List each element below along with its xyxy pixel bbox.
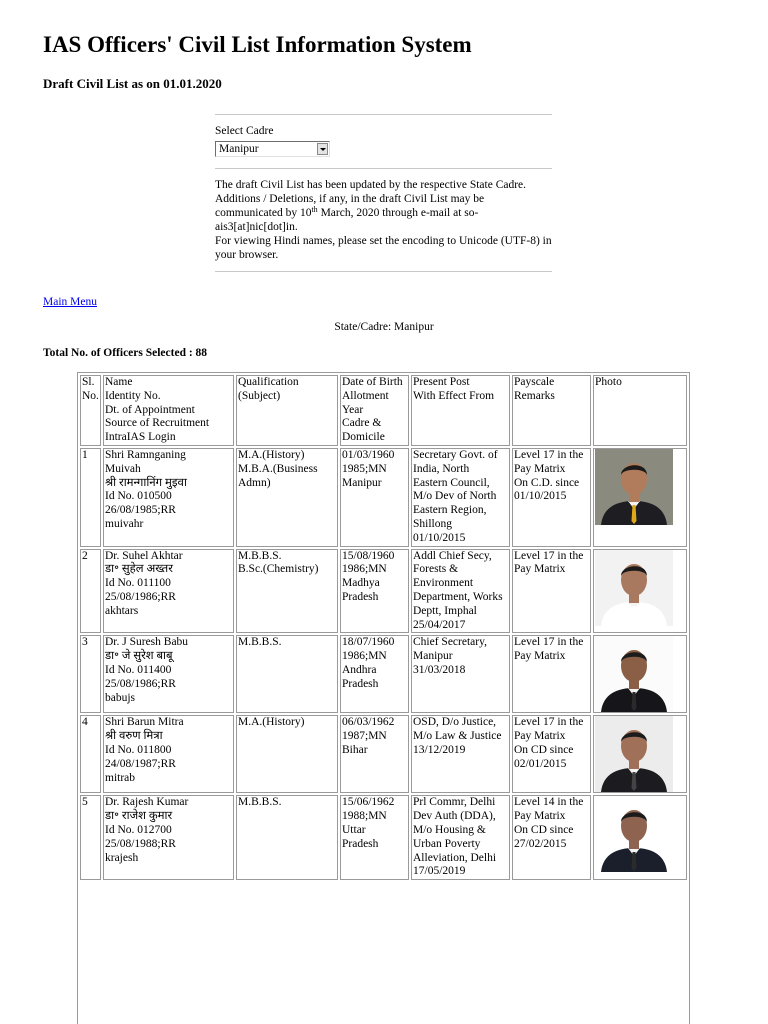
divider bbox=[215, 114, 552, 115]
officer-photo bbox=[595, 716, 673, 792]
select-cadre-label: Select Cadre bbox=[215, 125, 274, 137]
notice-text bbox=[215, 178, 552, 262]
cell-photo bbox=[593, 715, 687, 793]
cell-post: OSD, D/o Justice, M/o Law & Justice 13/12/2019 bbox=[411, 715, 510, 793]
cell-post: Addl Chief Secy, Forests & Environment Department, Works Deptt, Imphal 25/04/2017 bbox=[411, 549, 510, 634]
page-title: IAS Officers' Civil List Information System bbox=[43, 32, 472, 57]
cell-dob: 15/06/1962 1988;MN Uttar Pradesh bbox=[340, 795, 409, 880]
notice-paragraph-1 bbox=[215, 178, 552, 234]
cadre-select-value: Manipur bbox=[219, 143, 259, 155]
cell-sl: 5 bbox=[80, 795, 101, 880]
cell-name: Shri Barun Mitra श्री वरुण मित्रा Id No. 011800 24/08/1987;RR mitrab bbox=[103, 715, 234, 793]
cell-qualification: M.B.B.S. bbox=[236, 795, 338, 880]
header-qualification: Qualification (Subject) bbox=[236, 375, 338, 446]
table-row bbox=[80, 549, 687, 634]
cell-payscale: Level 14 in the Pay Matrix On CD since 27/02/2015 bbox=[512, 795, 591, 880]
cell-photo bbox=[593, 448, 687, 547]
main-menu-link[interactable]: Main Menu bbox=[43, 296, 97, 308]
civil-list-table bbox=[78, 373, 689, 882]
cell-sl: 1 bbox=[80, 448, 101, 547]
cell-payscale: Level 17 in the Pay Matrix On CD since 02/01/2015 bbox=[512, 715, 591, 793]
cell-qualification: M.B.B.S. bbox=[236, 635, 338, 713]
header-photo: Photo bbox=[593, 375, 687, 446]
cell-post: Chief Secretary, Manipur 31/03/2018 bbox=[411, 635, 510, 713]
notice-superscript: th bbox=[311, 205, 318, 214]
divider bbox=[215, 168, 552, 169]
header-name: Name Identity No. Dt. of Appointment Source of Recruitment IntraIAS Login bbox=[103, 375, 234, 446]
notice-paragraph-2: For viewing Hindi names, please set the encoding to Unicode (UTF-8) in your browser. bbox=[215, 235, 552, 261]
officer-photo bbox=[595, 796, 673, 872]
cell-dob: 15/08/1960 1986;MN Madhya Pradesh bbox=[340, 549, 409, 634]
state-cadre-label: State/Cadre: Manipur bbox=[334, 321, 434, 333]
cadre-panel bbox=[215, 114, 552, 272]
cell-sl: 3 bbox=[80, 635, 101, 713]
header-post: Present Post With Effect From bbox=[411, 375, 510, 446]
cell-payscale: Level 17 in the Pay Matrix bbox=[512, 635, 591, 713]
cell-dob: 18/07/1960 1986;MN Andhra Pradesh bbox=[340, 635, 409, 713]
divider bbox=[215, 271, 552, 272]
total-officers-count: Total No. of Officers Selected : 88 bbox=[43, 347, 208, 359]
cell-photo bbox=[593, 549, 687, 634]
header-dob: Date of Birth Allotment Year Cadre & Domicile bbox=[340, 375, 409, 446]
page-subtitle: Draft Civil List as on 01.01.2020 bbox=[43, 76, 222, 91]
cell-sl: 4 bbox=[80, 715, 101, 793]
cell-sl: 2 bbox=[80, 549, 101, 634]
cell-post: Prl Commr, Delhi Dev Auth (DDA), M/o Housing & Urban Poverty Alleviation, Delhi 17/05/2019 bbox=[411, 795, 510, 880]
cell-dob: 06/03/1962 1987;MN Bihar bbox=[340, 715, 409, 793]
table-row bbox=[80, 448, 687, 547]
cell-name: Dr. J Suresh Babu डा॰ जे सुरेश बाबू Id No. 011400 25/08/1986;RR babujs bbox=[103, 635, 234, 713]
cadre-select[interactable] bbox=[215, 141, 330, 157]
notice-line-1: The draft Civil List has been updated by the respective State Cadre. Additions / Deletions, if any, in the draft Civil List may be communicated by 10 bbox=[215, 179, 527, 219]
chevron-down-icon[interactable] bbox=[317, 143, 328, 155]
cell-qualification: M.B.B.S. B.Sc.(Chemistry) bbox=[236, 549, 338, 634]
cell-name: Shri Ramnganing Muivah श्री रामन्गानिंग मुइवा Id No. 010500 26/08/1985;RR muivahr bbox=[103, 448, 234, 547]
cell-name: Dr. Suhel Akhtar डा॰ सुहेल अख्तर Id No. 011100 25/08/1986;RR akhtars bbox=[103, 549, 234, 634]
header-payscale: Payscale Remarks bbox=[512, 375, 591, 446]
cell-name: Dr. Rajesh Kumar डा॰ राजेश कुमार Id No. 012700 25/08/1988;RR krajesh bbox=[103, 795, 234, 880]
table-row bbox=[80, 795, 687, 880]
cell-photo bbox=[593, 635, 687, 713]
notice-line-1-end: March, 2020 through e-mail at so-ais3[at]nic[dot]in. bbox=[215, 207, 479, 233]
officer-photo bbox=[595, 636, 673, 712]
table-row bbox=[80, 715, 687, 793]
cell-payscale: Level 17 in the Pay Matrix On C.D. since 01/10/2015 bbox=[512, 448, 591, 547]
officer-photo bbox=[595, 449, 673, 525]
cell-post: Secretary Govt. of India, North Eastern Council, M/o Dev of North Eastern Region, Shillong 01/10/2015 bbox=[411, 448, 510, 547]
cell-payscale: Level 17 in the Pay Matrix bbox=[512, 549, 591, 634]
table-header-row bbox=[80, 375, 687, 446]
cell-qualification: M.A.(History) M.B.A.(Business Admn) bbox=[236, 448, 338, 547]
civil-list-table-container[interactable] bbox=[77, 372, 690, 1024]
cell-photo bbox=[593, 795, 687, 880]
officer-photo bbox=[595, 550, 673, 626]
cell-dob: 01/03/1960 1985;MN Manipur bbox=[340, 448, 409, 547]
cell-qualification: M.A.(History) bbox=[236, 715, 338, 793]
header-sl: Sl. No. bbox=[80, 375, 101, 446]
table-row bbox=[80, 635, 687, 713]
